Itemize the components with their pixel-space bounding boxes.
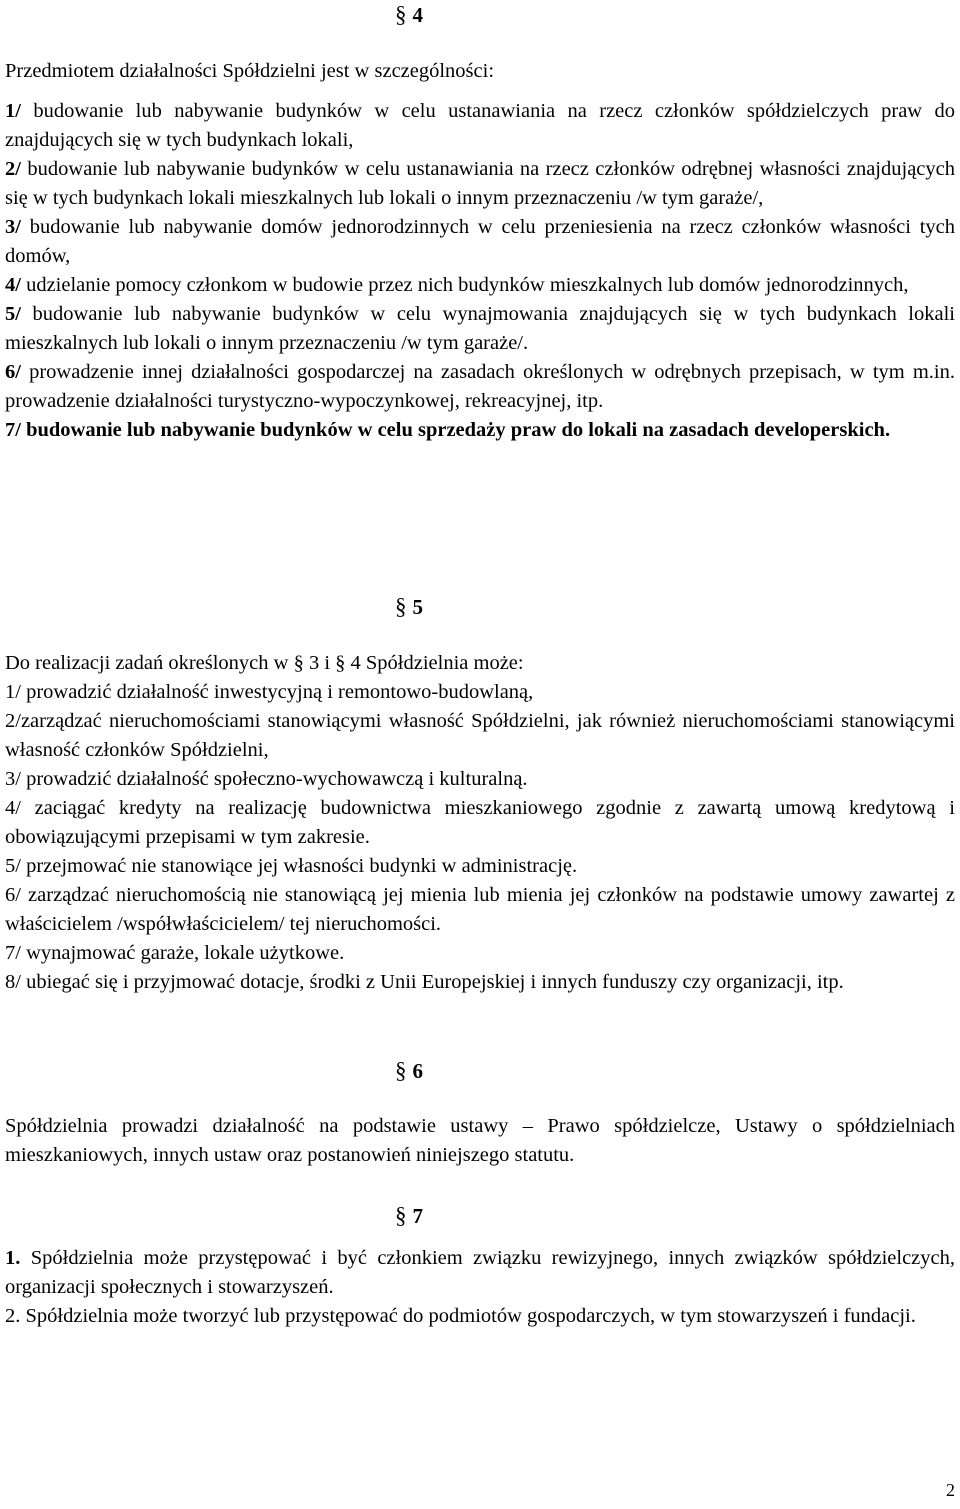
section-6-text: Spółdzielnia prowadzi działalność na podstawie ustawy – Prawo spółdzielcze, Ustawy o spółdzielniach mieszkaniowych, innych ustaw oraz postanowień niniejszego statutu. bbox=[5, 1115, 955, 1166]
item-number: 4/ bbox=[5, 274, 21, 296]
item-number: 1. bbox=[5, 1247, 21, 1269]
section-5-intro: Do realizacji zadań określonych w § 3 i § 4 Spółdzielnia może: bbox=[5, 652, 524, 674]
item-number: 6/ bbox=[5, 361, 21, 383]
section-7-body bbox=[5, 1244, 955, 1331]
section-4-body bbox=[5, 57, 955, 445]
item-text: budowanie lub nabywanie budynków w celu wynajmowania znajdujących się w tych budynkach lokali mieszkalnych lub lokali o innym przeznaczeniu /w tym garaże/. bbox=[5, 303, 955, 354]
section-number: 7 bbox=[412, 1204, 423, 1228]
item-text: budowanie lub nabywanie domów jednorodzinnych w celu przeniesienia na rzecz członków własności tych domów, bbox=[5, 216, 955, 267]
section-5-body bbox=[5, 649, 955, 997]
list-item: 1/ prowadzić działalność inwestycyjną i remontowo-budowlaną, bbox=[5, 681, 534, 703]
item-text: budowanie lub nabywanie budynków w celu ustanawiania na rzecz członków odrębnej własności znajdujących się w tych budynkach lokali mieszkalnych lub lokali o innym przeznaczeniu /w tym garaże/, bbox=[5, 158, 955, 209]
item-text: budowanie lub nabywanie budynków w celu ustanawiania na rzecz członków spółdzielczych praw do znajdujących się w tych budynkach lokali, bbox=[5, 100, 955, 151]
section-7-heading bbox=[395, 1201, 423, 1231]
item-number: 1/ bbox=[5, 100, 21, 122]
list-item bbox=[5, 213, 955, 271]
section-4-heading bbox=[395, 0, 423, 30]
section-5-heading bbox=[395, 592, 423, 622]
item-number: 2. bbox=[5, 1305, 21, 1327]
list-item bbox=[5, 300, 955, 358]
section-number: 6 bbox=[412, 1059, 423, 1083]
paragraph-sign: § bbox=[395, 594, 407, 619]
section-number: 5 bbox=[412, 595, 423, 619]
list-item bbox=[5, 97, 955, 155]
list-item: 7/ wynajmować garaże, lokale użytkowe. bbox=[5, 942, 345, 964]
item-number: 3/ bbox=[5, 216, 21, 238]
list-item: 4/ zaciągać kredyty na realizację budownictwa mieszkaniowego zgodnie z zawartą umową kredytową i obowiązującymi przepisami w tym zakresie. bbox=[5, 797, 955, 848]
item-text: Spółdzielnia może przystępować i być członkiem związku rewizyjnego, innych związków spółdzielczych, organizacji społecznych i stowarzyszeń. bbox=[5, 1247, 955, 1298]
paragraph-sign: § bbox=[395, 2, 407, 27]
item-text: Spółdzielnia może tworzyć lub przystępować do podmiotów gospodarczych, w tym stowarzyszeń i fundacji. bbox=[20, 1305, 916, 1327]
list-item: 8/ ubiegać się i przyjmować dotacje, środki z Unii Europejskiej i innych funduszy czy organizacji, itp. bbox=[5, 971, 844, 993]
section-4-intro: Przedmiotem działalności Spółdzielni jest w szczególności: bbox=[5, 60, 495, 82]
section-6-body bbox=[5, 1112, 955, 1170]
list-item: 3/ prowadzić działalność społeczno-wychowawczą i kulturalną. bbox=[5, 768, 528, 790]
section-number: 4 bbox=[412, 3, 423, 27]
paragraph-sign: § bbox=[395, 1203, 407, 1228]
item-text: prowadzenie innej działalności gospodarczej na zasadach określonych w odrębnych przepisach, w tym m.in. prowadzenie działalności turystyczno-wypoczynkowej, rekreacyjnej, itp. bbox=[5, 361, 955, 412]
list-item: 2/zarządzać nieruchomościami stanowiącymi własność Spółdzielni, jak również nieruchomościami stanowiącymi własność członków Spółdzielni, bbox=[5, 710, 955, 761]
list-item bbox=[5, 1244, 955, 1302]
list-item: 5/ przejmować nie stanowiące jej własności budynki w administrację. bbox=[5, 855, 578, 877]
list-item: 6/ zarządzać nieruchomością nie stanowiącą jej mienia lub mienia jej członków na podstawie umowy zawartej z właścicielem /współwłaścicielem/ tej nieruchomości. bbox=[5, 884, 955, 935]
list-item-bold: 7/ budowanie lub nabywanie budynków w celu sprzedaży praw do lokali na zasadach developerskich. bbox=[5, 419, 891, 441]
list-item bbox=[5, 1302, 955, 1331]
list-item bbox=[5, 271, 955, 300]
item-text: udzielanie pomocy członkom w budowie przez nich budynków mieszkalnych lub domów jednorodzinnych, bbox=[20, 274, 909, 296]
list-item bbox=[5, 155, 955, 213]
list-item bbox=[5, 358, 955, 416]
item-number: 2/ bbox=[5, 158, 21, 180]
page-number: 2 bbox=[946, 1480, 955, 1500]
section-6-heading bbox=[395, 1056, 423, 1086]
item-number: 5/ bbox=[5, 303, 21, 325]
paragraph-sign: § bbox=[395, 1058, 407, 1083]
